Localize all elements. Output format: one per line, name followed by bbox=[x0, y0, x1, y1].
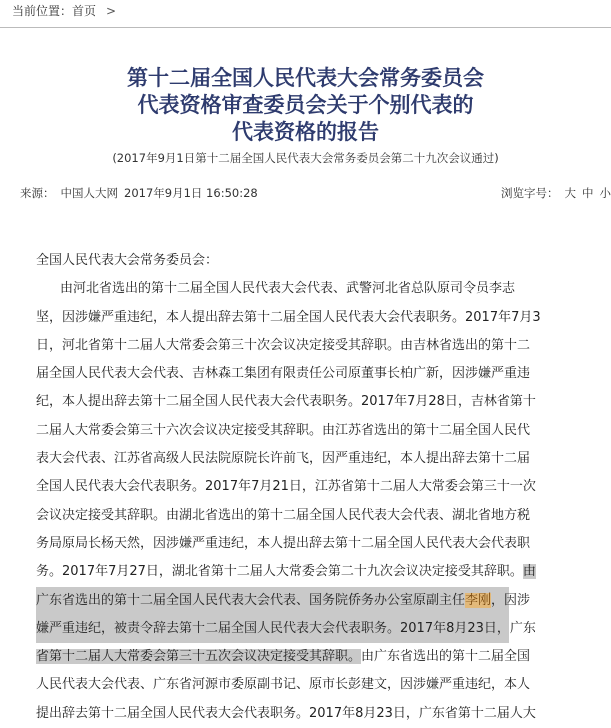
chevron-right-icon: > bbox=[106, 4, 116, 18]
text-line: 全国人民代表大会代表职务。2017年7月21日，江苏省第十二届人大常委会第三十一次 bbox=[36, 473, 509, 501]
text-line: 会议决定接受其辞职。由湖北省选出的第十二届全国人民代表大会代表、湖北省地方税 bbox=[36, 502, 509, 530]
title-line: 第十二届全国人民代表大会常务委员会 bbox=[0, 64, 611, 91]
salutation: 全国人民代表大会常务委员会： bbox=[36, 247, 509, 275]
font-size-large[interactable]: 大 bbox=[565, 186, 577, 200]
article-meta bbox=[20, 185, 264, 201]
source-name: 中国人大网 bbox=[61, 186, 119, 200]
text-line: 纪，本人提出辞去第十二届全国人民代表大会代表职务。2017年7月28日，吉林省第十 bbox=[36, 388, 509, 416]
text-segment: 广东省选出的第十二届全国人民代表大会代表、国务院侨务办公室原副主任 bbox=[36, 593, 465, 608]
text-segment: 务。2017年7月27日，湖北省第十二届人大常委会第二十九次会议决定接受其辞职。 bbox=[36, 564, 523, 579]
font-size-label: 浏览字号： bbox=[501, 186, 559, 200]
highlighted-name: 李刚 bbox=[465, 593, 491, 608]
header-divider bbox=[0, 27, 611, 28]
font-size-small[interactable]: 小 bbox=[600, 186, 611, 200]
article-body bbox=[36, 247, 509, 728]
text-line: 坚，因涉嫌严重违纪，本人提出辞去第十二届全国人民代表大会代表职务。2017年7月3 bbox=[36, 304, 509, 332]
page-title bbox=[0, 64, 611, 145]
text-line: 由河北省选出的第十二届全国人民代表大会代表、武警河北省总队原司令员李志 bbox=[36, 275, 509, 303]
text-segment: ，因涉 bbox=[491, 593, 530, 608]
text-line: 务局原局长杨天然，因涉嫌严重违纪，本人提出辞去第十二届全国人民代表大会代表职 bbox=[36, 530, 509, 558]
text-segment: 由广东省选出的第十二届全国 bbox=[361, 649, 530, 664]
text-line bbox=[36, 558, 509, 586]
text-line: 届全国人民代表大会代表、吉林森工集团有限责任公司原董事长柏广新，因涉嫌严重违 bbox=[36, 360, 509, 388]
font-size-switcher bbox=[501, 185, 611, 201]
title-line: 代表资格审查委员会关于个别代表的 bbox=[0, 91, 611, 118]
breadcrumb-home-link[interactable]: 首页 bbox=[72, 4, 96, 18]
publish-datetime: 2017年9月1日 16:50:28 bbox=[124, 186, 258, 200]
selected-text-line bbox=[36, 587, 509, 615]
breadcrumb bbox=[12, 2, 116, 19]
text-line: 日，河北省第十二届人大常委会第三十次会议决定接受其辞职。由吉林省选出的第十二 bbox=[36, 332, 509, 360]
title-line: 代表资格的报告 bbox=[0, 118, 611, 145]
text-line: 二届人大常委会第三十六次会议决定接受其辞职。由江苏省选出的第十二届全国人民代 bbox=[36, 417, 509, 445]
subtitle: (2017年9月1日第十二届全国人民代表大会常务委员会第二十九次会议通过) bbox=[0, 150, 611, 166]
text-line: 表大会代表、江苏省高级人民法院原院长许前飞，因严重违纪，本人提出辞去第十二届 bbox=[36, 445, 509, 473]
font-size-medium[interactable]: 中 bbox=[582, 186, 594, 200]
source-label: 来源： bbox=[20, 186, 55, 200]
text-line bbox=[36, 643, 509, 671]
selected-text-line: 嫌严重违纪，被责令辞去第十二届全国人民代表大会代表职务。2017年8月23日，广东 bbox=[36, 615, 509, 643]
text-line: 提出辞去第十二届全国人民代表大会代表职务。2017年8月23日，广东省第十二届人大 bbox=[36, 700, 509, 728]
selection-overflow bbox=[555, 572, 611, 602]
selected-text: 省第十二届人大常委会第三十五次会议决定接受其辞职。 bbox=[36, 649, 361, 664]
text-line: 人民代表大会代表、广东省河源市委原副书记、原市长彭建文，因涉嫌严重违纪，本人 bbox=[36, 671, 509, 699]
selected-text: 由 bbox=[523, 564, 536, 579]
breadcrumb-label: 当前位置： bbox=[12, 4, 72, 18]
